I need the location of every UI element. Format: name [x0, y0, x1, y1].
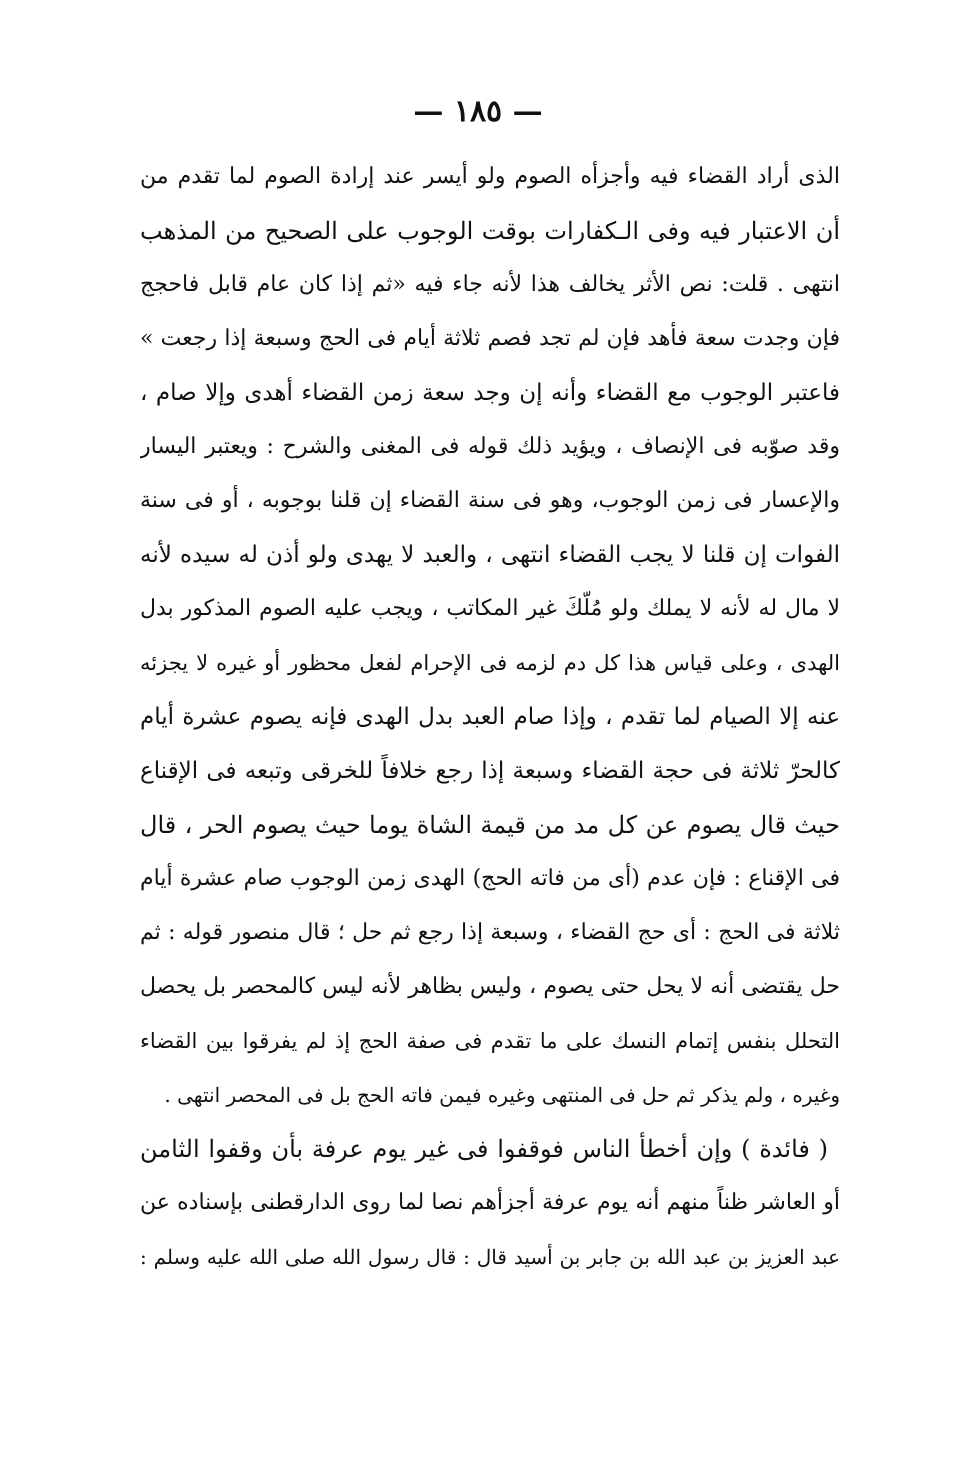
text-line: كالحرّ ثلاثة فى حجة القضاء وسبعة إذا رجع خلافاً للخرقى وتبعه فى الإقناع — [140, 758, 840, 784]
text-line: الفوات إن قلنا لا يجب القضاء انتهى ، والعبد لا يهدى ولو أذن له سيده لأنه — [140, 542, 840, 568]
text-line: فى الإقناع : فإن عدم (أى من فاته الحج) الهدى زمن الوجوب صام عشرة أيام — [140, 866, 840, 891]
text-line: وقد صوّبه فى الإنصاف ، ويؤيد ذلك قوله فى المغنى والشرح : ويعتبر اليسار — [140, 434, 840, 459]
text-line: عنه إلا الصيام لما تقدم ، وإذا صام العبد بدل الهدى فإنه يصوم عشرة أيام — [140, 704, 840, 730]
text-line: الذى أراد القضاء فيه وأجزأه الصوم ولو أيسر عند إرادة الصوم لما تقدم من — [140, 164, 840, 189]
text-line: عبد العزيز بن عبد الله بن جابر بن أسيد قال : قال رسول الله صلى الله عليه وسلم : — [140, 1245, 840, 1269]
text-line: فإن وجدت سعة فأهد فإن لم تجد فصم ثلاثة أيام فى الحج وسبعة إذا رجعت » — [140, 326, 840, 351]
text-line: ثلاثة فى الحج : أى حج القضاء ، وسبعة إذا رجع ثم حل ؛ قال منصور قوله : ثم — [140, 920, 840, 945]
text-line: والإعسار فى زمن الوجوب، وهو فى سنة القضاء إن قلنا بوجوبه ، أو فى سنة — [140, 488, 840, 513]
page-number: — ١٨٥ — — [413, 94, 543, 129]
text-line: ( فائدة ) وإن أخطأ الناس فوقفوا فى غير يوم عرفة بأن وقفوا الثامن — [140, 1135, 828, 1163]
text-line: التحلل بنفس إتمام النسك على ما تقدم فى صفة الحج إذ لم يفرقوا بين القضاء — [140, 1029, 840, 1053]
body-text — [140, 150, 840, 1284]
text-line: أو العاشر ظناً منهم أنه يوم عرفة أجزأهم نصا لما روى الدارقطنى بإسناده عن — [140, 1190, 840, 1215]
text-line: الهدى ، وعلى قياس هذا كل دم لزمه فى الإحرام لفعل محظور أو غيره لا يجزئه — [140, 651, 840, 675]
text-line: حيث قال يصوم عن كل مد من قيمة الشاة يوما حيث يصوم الحر ، قال — [140, 811, 840, 839]
text-line: حل يقتضى أنه لا يحل حتى يصوم ، وليس بظاهر لأنه ليس كالمحصر بل يحصل — [140, 974, 840, 999]
text-line: أن الاعتبار فيه وفى الـكفارات بوقت الوجوب على الصحيح من المذهب — [140, 217, 840, 245]
text-line: انتهى . قلت: نص الأثر يخالف هذا لأنه جاء فيه «ثم إذا كان عام قابل فاحجج — [140, 272, 840, 297]
text-line: فاعتبر الوجوب مع القضاء وأنه إن وجد سعة زمن القضاء أهدى وإلا صام ، — [140, 380, 840, 406]
text-line: وغيره ، ولم يذكر ثم حل فى المنتهى وغيره فيمن فاته الحج بل فى المحصر انتهى . — [164, 1083, 840, 1107]
text-line: لا مال له لأنه لا يملك ولو مُلّكَ غير المكاتب ، ويجب عليه الصوم المذكور بدل — [140, 596, 840, 621]
